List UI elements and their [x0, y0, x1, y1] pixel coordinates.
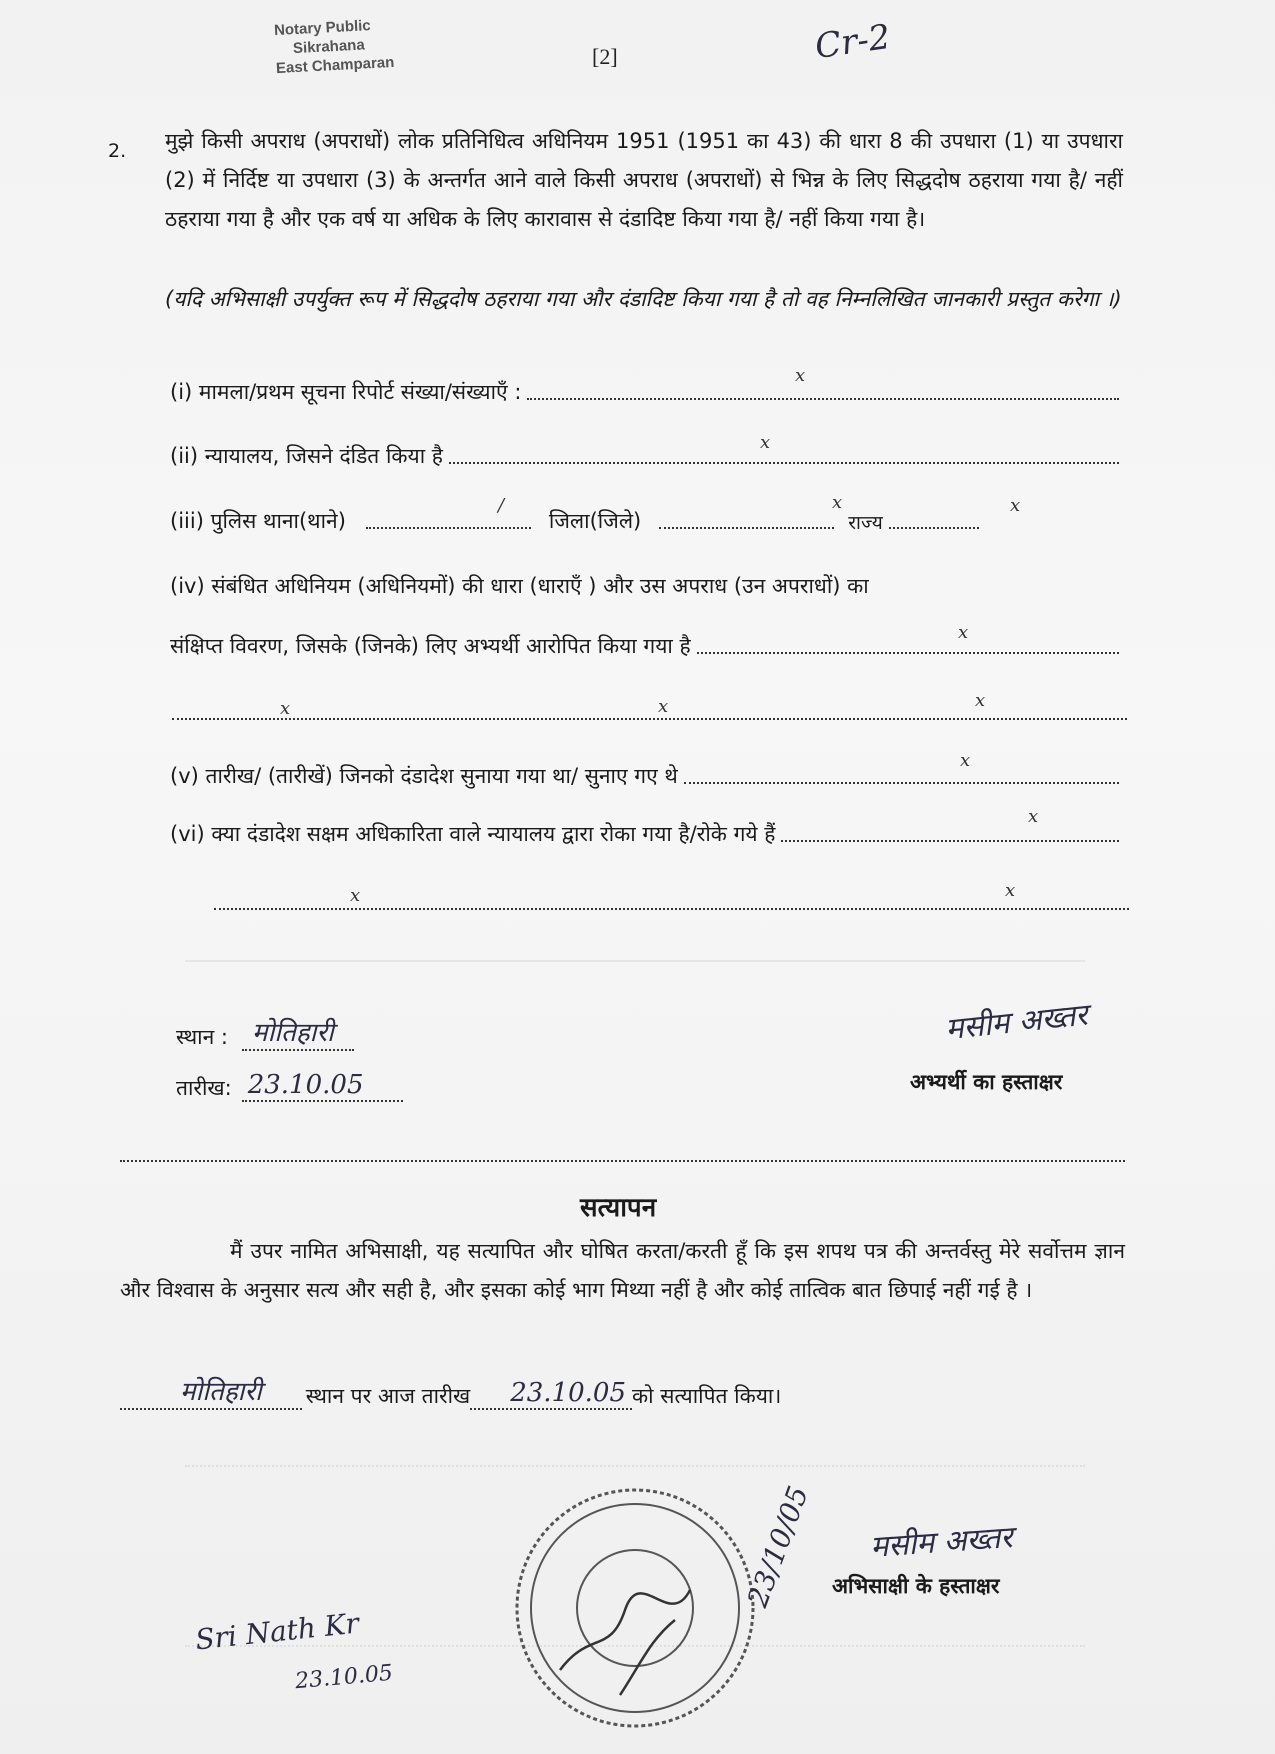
item-iii-district-blank [659, 527, 834, 529]
item-iv-line2 [170, 632, 1125, 660]
deponent-signature-label: अभिसाक्षी के हस्ताक्षर [832, 1574, 1000, 1598]
cross-mark: x [350, 885, 361, 906]
cross-mark: x [958, 622, 969, 643]
notary-stamp-top [274, 15, 395, 78]
page-number: [2] [592, 44, 618, 69]
date-value: 23.10.05 [242, 1070, 404, 1102]
bleed-through-line [185, 960, 1085, 962]
cross-mark: x [1010, 495, 1021, 516]
corner-note: Cr-2 [812, 16, 893, 68]
cross-mark: x [1028, 806, 1039, 827]
item-i [170, 378, 1125, 406]
item-iii-state-label: राज्य [848, 512, 883, 534]
cross-mark: x [658, 696, 669, 717]
item-iv-label-2: संक्षिप्त विवरण, जिसके (जिनके) लिए अभ्यर्थी आरोपित किया गया है [170, 634, 691, 658]
cross-mark: x [960, 750, 971, 771]
place-row [176, 1013, 354, 1051]
item-i-blank [527, 398, 1119, 400]
cross-mark: x [795, 365, 806, 386]
verification-heading: सत्यापन [580, 1193, 657, 1223]
place-value: मोतिहारी [242, 1013, 354, 1051]
bleed-through-line [185, 1465, 1085, 1467]
candidate-signature-label: अभ्यर्थी का हस्ताक्षर [910, 1070, 1063, 1094]
notary-stamp-line: East Champaran [275, 53, 395, 78]
item-iv-blank-1 [697, 652, 1119, 654]
item-vi-blank-2 [214, 908, 1129, 910]
place-label: स्थान : [176, 1025, 229, 1049]
seal-date: 23/10/05 [740, 1481, 815, 1612]
item-v-label: (v) तारीख/ (तारीखें) जिनको दंडादेश सुनाया गया था/ सुनाए गए थे [170, 764, 678, 788]
verification-text: मैं उपर नामित अभिसाक्षी, यह सत्यापित और घोषित करता/करती हूँ कि इस शपथ पत्र की अन्तर्वस्तु मेरे सर्वोत्तम ज्ञान और विश्वास के अनुसार सत्य और सही है, और इसका कोई भाग मिथ्या नहीं है और कोई तात्विक बात छिपाई नहीं गई है । [120, 1239, 1125, 1302]
date-row [176, 1070, 403, 1102]
item-vi [170, 820, 1125, 848]
notary-date: 23.10.05 [294, 1660, 394, 1695]
verification-middle-text: स्थान पर आज तारीख [305, 1384, 471, 1408]
item-v-blank [684, 782, 1119, 784]
verification-date-value: 23.10.05 [470, 1378, 632, 1410]
item-v [170, 762, 1125, 790]
candidate-signature: मसीम अख्तर [943, 997, 1090, 1048]
cross-mark: x [760, 432, 771, 453]
notary-seal [500, 1480, 770, 1730]
verification-end-text: को सत्यापित किया। [632, 1384, 782, 1408]
item-i-label: (i) मामला/प्रथम सूचना रिपोर्ट संख्या/संख्याएँ : [170, 380, 522, 404]
item-ii-label: (ii) न्यायालय, जिसने दंडित किया है [170, 444, 443, 468]
section-2-text: मुझे किसी अपराध (अपराधों) लोक प्रतिनिधित्व अधिनियम 1951 (1951 का 43) की धारा 8 की उपधारा (1) या उपधारा (2) में निर्दिष्ट या उपधारा (3) के अन्तर्गत आने वाले किसी अपराध (अपराधों) से भिन्न के लिए सिद्धदोष ठहराया गया है/ नहीं ठहराया गया है और एक वर्ष या अधिक के लिए कारावास से दंडादिष्ट किया गया है/ नहीं किया गया है। [165, 129, 1123, 231]
notary-signature: Sri Nath Kr [193, 1606, 361, 1657]
cross-mark: / [498, 495, 505, 516]
item-iii-district-label: जिला(जिले) [548, 509, 642, 533]
cross-mark: x [832, 492, 843, 513]
verification-place-value: मोतिहारी [120, 1372, 302, 1410]
item-ii-blank [449, 462, 1119, 464]
cross-mark: x [975, 690, 986, 711]
item-iv-line1 [170, 572, 1130, 600]
item-iv-label-1: (iv) संबंधित अधिनियम (अधिनियमों) की धारा (धाराएँ ) और उस अपराध (उन अपराधों) का [170, 574, 869, 598]
item-iii [170, 507, 1125, 535]
notary-stamp-line: Notary Public [273, 17, 372, 40]
date-label: तारीख: [176, 1076, 232, 1100]
notary-stamp-line: Sikrahana [292, 36, 366, 58]
cross-mark: x [1005, 880, 1016, 901]
item-vi-label: (vi) क्या दंडादेश सक्षम अधिकारिता वाले न्यायालय द्वारा रोका गया है/रोके गये हैं [170, 822, 776, 846]
item-ii [170, 442, 1125, 470]
section-2-instruction: (यदि अभिसाक्षी उपर्युक्त रूप में सिद्धदोष ठहराया गया और दंडादिष्ट किया गया है तो वह निम्नलिखित जानकारी प्रस्तुत करेगा ।) [165, 287, 1122, 311]
section-number: 2. [108, 140, 127, 162]
cross-mark: x [280, 698, 291, 719]
verification-line [120, 1372, 1125, 1410]
item-iv-blank-2 [172, 718, 1127, 720]
item-iii-label: (iii) पुलिस थाना(थाने) [170, 509, 346, 533]
deponent-signature: मसीम अख्तर [869, 1520, 1014, 1565]
item-iii-state-blank [889, 527, 979, 529]
divider-dotted [120, 1160, 1125, 1162]
bleed-through-line [185, 1645, 1085, 1647]
item-iii-police-blank [366, 527, 531, 529]
item-vi-blank [781, 840, 1119, 842]
